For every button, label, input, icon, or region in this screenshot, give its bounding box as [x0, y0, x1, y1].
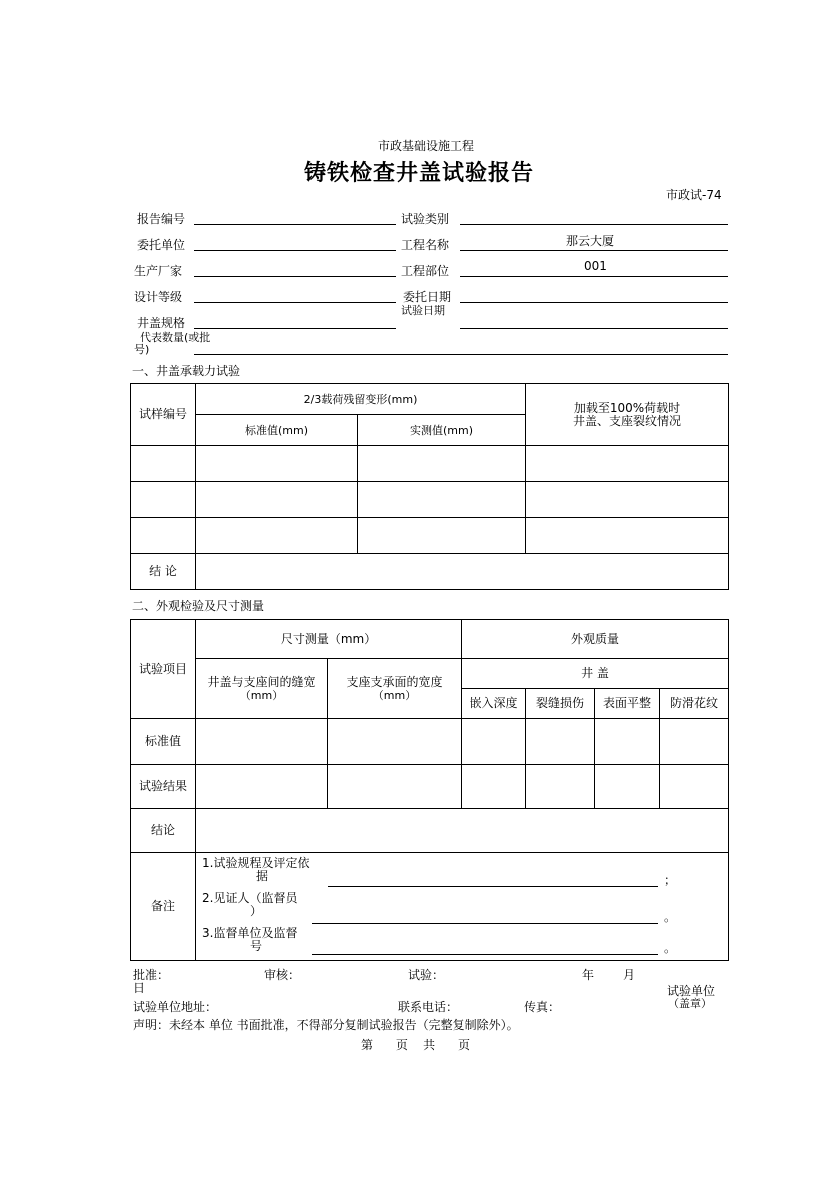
- footer-approve-day: 日: [133, 981, 146, 995]
- field-design-grade: [194, 302, 396, 303]
- header-sample-no: 试样编号: [131, 384, 196, 446]
- header-crack-line1: 加载至100%荷载时: [573, 400, 681, 415]
- field-test-date: [460, 328, 728, 329]
- footer-seal: （盖章）: [668, 997, 712, 1010]
- header-standard: 标准值(mm): [196, 415, 358, 446]
- field-manufacturer: [194, 276, 396, 277]
- table-row: [131, 765, 729, 809]
- label-test-type: 试验类别: [401, 212, 450, 226]
- footer-phone: 联系电话：: [398, 1000, 459, 1014]
- footer-month: 月: [623, 968, 636, 982]
- remark3-field[interactable]: [312, 954, 658, 955]
- doc-subtitle: 市政基础设施工程: [378, 139, 475, 153]
- header-width: [328, 659, 462, 719]
- label-quantity-cont: 号): [134, 343, 150, 356]
- load-test-table: [130, 383, 729, 590]
- header-depth: 嵌入深度: [462, 689, 526, 719]
- header-slip: 防滑花纹: [660, 689, 729, 719]
- header-gap-line1: 井盖与支座间的缝宽: [207, 674, 316, 689]
- conclusion-label: 结 论: [131, 554, 196, 590]
- footer-page: 第 页 共 页: [361, 1038, 471, 1052]
- label-commission-date: 委托日期: [403, 290, 452, 304]
- label-spec: 井盖规格: [137, 316, 186, 330]
- label-test-date: 试验日期: [401, 304, 445, 317]
- header-measured: 实测值(mm): [358, 415, 526, 446]
- label-quantity: 代表数量(或批: [140, 331, 211, 344]
- remark2-line1: 2.见证人（监督员: [202, 891, 298, 905]
- remarks-cell: [196, 853, 729, 961]
- label-manufacturer: 生产厂家: [134, 264, 183, 278]
- header-width-line2: （mm）: [372, 688, 417, 702]
- section2-title: 二、外观检验及尺寸测量: [132, 599, 265, 613]
- label-report-no: 报告编号: [137, 212, 186, 226]
- field-test-type: [460, 224, 728, 225]
- label-design-grade: 设计等级: [134, 290, 183, 304]
- footer-address: 试验单位地址：: [133, 1000, 218, 1014]
- conclusion-cell[interactable]: [196, 554, 729, 590]
- remark1-line2: 据: [256, 869, 269, 883]
- field-project-name: [460, 250, 728, 251]
- label-client: 委托单位: [137, 238, 186, 252]
- footer-statement: 声明：未经本 单位 书面批准，不得部分复制试验报告（完整复制除外）。: [133, 1018, 519, 1032]
- field-quantity: [194, 354, 728, 355]
- remark1-line1: 1.试验规程及评定依: [202, 856, 310, 870]
- row-label-remarks: 备注: [131, 853, 196, 961]
- label-project-part: 工程部位: [401, 264, 450, 278]
- footer-approve: 批准：: [133, 968, 170, 982]
- table-row: [131, 482, 729, 518]
- appearance-table: [130, 619, 729, 961]
- header-item: 试验项目: [131, 620, 196, 719]
- header-gap: [196, 659, 328, 719]
- doc-title: 铸铁检查井盖试验报告: [304, 160, 535, 186]
- field-project-part: [460, 276, 728, 277]
- remark1-field[interactable]: [328, 886, 658, 887]
- footer-test: 试验：: [408, 968, 445, 982]
- footer-review: 审核：: [264, 968, 301, 982]
- footer-year: 年: [582, 968, 595, 982]
- row-label-standard: 标准值: [131, 719, 196, 765]
- header-appearance: 外观质量: [462, 620, 729, 659]
- section1-title: 一、井盖承载力试验: [132, 364, 241, 378]
- field-commission-date: [460, 302, 728, 303]
- remark1-end: ；: [664, 873, 677, 887]
- row-label-conclusion: 结论: [131, 809, 196, 853]
- header-deform: 2/3载荷残留变形(mm): [196, 384, 526, 415]
- table-row: [131, 446, 729, 482]
- row-label-result: 试验结果: [131, 765, 196, 809]
- remark2-end: 。: [664, 910, 677, 924]
- value-project-part: 001: [584, 259, 607, 273]
- header-dimension: 尺寸测量（mm）: [196, 620, 462, 659]
- field-client: [194, 250, 396, 251]
- header-gap-line2: （mm）: [239, 688, 284, 702]
- value-project-name: 那云大厦: [566, 234, 615, 248]
- table-row: [131, 518, 729, 554]
- conclusion-cell[interactable]: [196, 809, 729, 853]
- header-crack-line2: 井盖、支座裂纹情况: [572, 413, 681, 428]
- remark3-line1: 3.监督单位及监督: [202, 926, 298, 940]
- remark2-line2: ）: [250, 904, 263, 918]
- field-spec: [194, 328, 396, 329]
- table-row: [131, 719, 729, 765]
- field-report-no: [194, 224, 396, 225]
- remark3-end: 。: [664, 941, 677, 955]
- header-width-line1: 支座支承面的宽度: [346, 674, 443, 689]
- header-cover: 井 盖: [462, 659, 729, 689]
- label-project-name: 工程名称: [401, 238, 450, 252]
- remark3-line2: 号: [250, 939, 263, 953]
- header-crack: [526, 384, 729, 446]
- footer-fax: 传真：: [524, 1000, 561, 1014]
- header-flat: 表面平整: [595, 689, 660, 719]
- header-crack-damage: 裂缝损伤: [526, 689, 595, 719]
- remark2-field[interactable]: [312, 923, 658, 924]
- footer-unit: 试验单位: [667, 984, 716, 998]
- form-code: 市政试-74: [666, 188, 722, 202]
